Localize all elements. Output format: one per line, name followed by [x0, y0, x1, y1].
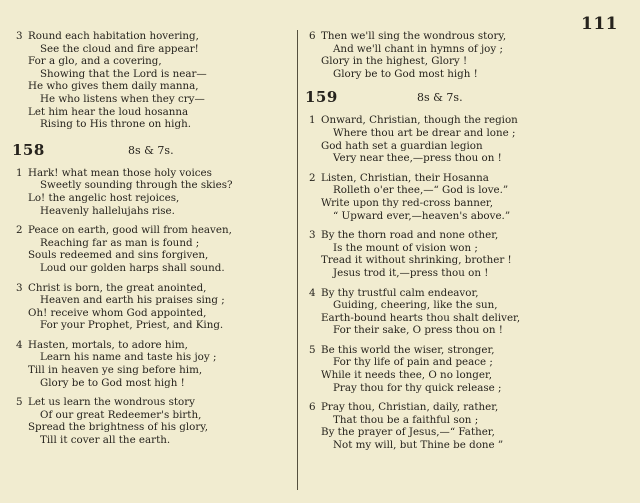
verse-number: 1 — [16, 166, 23, 179]
verse-line: 3 Round each habitation hovering, — [16, 30, 199, 42]
verse-line: For your Prophet, Priest, and King. — [40, 319, 224, 332]
hymn-header — [305, 88, 627, 110]
verse-line: For a glo, and a covering, — [28, 55, 162, 68]
verse-line: Sweetly sounding through the skies? — [40, 179, 233, 192]
verse-line: He who gives them daily manna, — [28, 80, 199, 93]
verse-line: Glory in the highest, Glory ! — [321, 55, 468, 68]
verse — [305, 287, 627, 337]
verse-line: For thy life of pain and peace ; — [333, 356, 493, 369]
verse-line: 1 Onward, Christian, though the region — [309, 114, 518, 127]
verse — [12, 396, 290, 446]
verse-line: Till it cover all the earth. — [40, 434, 171, 447]
verse — [305, 229, 627, 279]
verse-number: 3 — [16, 30, 23, 42]
verse-number: 2 — [309, 171, 316, 184]
hymn-meter: 8s & 7s. — [128, 143, 174, 157]
verse-line: Heaven and earth his praises sing ; — [40, 294, 225, 307]
verse-line: Pray thou for thy quick release ; — [333, 381, 502, 394]
verse-line: Guiding, cheering, like the sun, — [333, 299, 498, 312]
verse-number: 4 — [16, 338, 23, 351]
verse-line: Of our great Redeemer's birth, — [40, 408, 202, 421]
hymn-header — [12, 141, 290, 163]
verse-number: 2 — [16, 224, 23, 237]
right-column — [305, 30, 627, 459]
verse-number: 3 — [309, 229, 316, 242]
verse-line: 3 Christ is born, the great anointed, — [16, 281, 207, 294]
verse-line: 5 Be this world the wiser, stronger, — [309, 343, 495, 356]
verse-line: 5 Let us learn the wondrous story — [16, 396, 195, 409]
verse — [305, 172, 627, 222]
verse-line: Tread it without shrinking, brother ! — [321, 254, 512, 267]
verse-line: Spread the brightness of his glory, — [28, 421, 209, 434]
verse-line: That thou be a faithful son ; — [333, 413, 479, 426]
verse-line: Glory be to God most high ! — [40, 376, 185, 389]
verse-line: 6 Then we'll sing the wondrous story, — [309, 30, 507, 42]
verse-line: Rolleth o'er thee,—“ God is love.” — [333, 184, 509, 197]
verse-line: And we'll chant in hymns of joy ; — [333, 42, 503, 55]
hymn-meter: 8s & 7s. — [417, 91, 463, 105]
verse-line: Where thou art be drear and lone ; — [333, 126, 516, 139]
column-divider — [297, 30, 298, 490]
verse — [12, 224, 290, 274]
verse — [305, 344, 627, 394]
verse-line: Very near thee,—press thou on ! — [333, 152, 502, 165]
verse-line: God hath set a guardian legion — [321, 139, 483, 152]
verse-line: 3 By the thorn road and none other, — [309, 229, 499, 242]
verse — [305, 401, 627, 451]
verse-line: Loud our golden harps shall sound. — [40, 261, 225, 274]
verse-line: Earth-bound hearts thou shalt deliver, — [321, 311, 521, 324]
page-number: 111 — [581, 14, 618, 34]
verse-number: 4 — [309, 286, 316, 299]
hymn-number: 159 — [305, 88, 338, 107]
verse-line: Showing that the Lord is near— — [40, 67, 207, 80]
verse-line: Glory be to God most high ! — [333, 67, 478, 80]
verse-line: While it needs thee, O no longer, — [321, 369, 493, 382]
verse-line: By the prayer of Jesus,—“ Father, — [321, 426, 495, 439]
hymn-number: 158 — [12, 140, 45, 159]
verse-line: Till in heaven ye sing before him, — [28, 364, 203, 377]
verse-line: “ Upward ever,—heaven's above.” — [333, 209, 511, 222]
verse-line: 2 Listen, Christian, their Hosanna — [309, 171, 489, 184]
verse-line: Let him hear the loud hosanna — [28, 105, 189, 118]
verse-number: 3 — [16, 281, 23, 294]
verse-number: 1 — [309, 114, 316, 127]
verse — [12, 30, 290, 131]
verse — [12, 282, 290, 332]
verse-number: 5 — [309, 343, 316, 356]
verse-line: See the cloud and fire appear! — [40, 42, 199, 55]
verse-line: 4 Hasten, mortals, to adore him, — [16, 338, 188, 351]
verse-line: Learn his name and taste his joy ; — [40, 351, 217, 364]
left-column — [12, 30, 290, 454]
verse-line: 4 By thy trustful calm endeavor, — [309, 286, 479, 299]
verse-line: Oh! receive whom God appointed, — [28, 306, 207, 319]
verse-line: 6 Pray thou, Christian, daily, rather, — [309, 401, 499, 414]
verse — [12, 167, 290, 217]
verse-line: Souls redeemed and sins forgiven, — [28, 249, 209, 262]
verse — [305, 114, 627, 164]
verse-line: He who listens when they cry— — [40, 92, 205, 105]
verse-number: 6 — [309, 401, 316, 414]
verse-line: Lo! the angelic host rejoices, — [28, 191, 180, 204]
verse-line: Write upon thy red-cross banner, — [321, 196, 493, 209]
verse — [12, 339, 290, 389]
verse-line: Jesus trod it,—press thou on ! — [333, 266, 489, 279]
verse-line: Heavenly hallelujahs rise. — [40, 204, 175, 217]
verse-line: 1 Hark! what mean those holy voices — [16, 166, 212, 179]
verse-line: 2 Peace on earth, good will from heaven, — [16, 224, 232, 237]
verse-line: Not my will, but Thine be done ” — [333, 439, 504, 452]
verse-number: 5 — [16, 396, 23, 409]
verse — [305, 30, 627, 80]
verse-line: Is the mount of vision won ; — [333, 241, 478, 254]
verse-number: 6 — [309, 30, 316, 42]
verse-line: Rising to His throne on high. — [40, 118, 191, 131]
verse-line: For their sake, O press thou on ! — [333, 324, 503, 337]
verse-line: Reaching far as man is found ; — [40, 236, 200, 249]
